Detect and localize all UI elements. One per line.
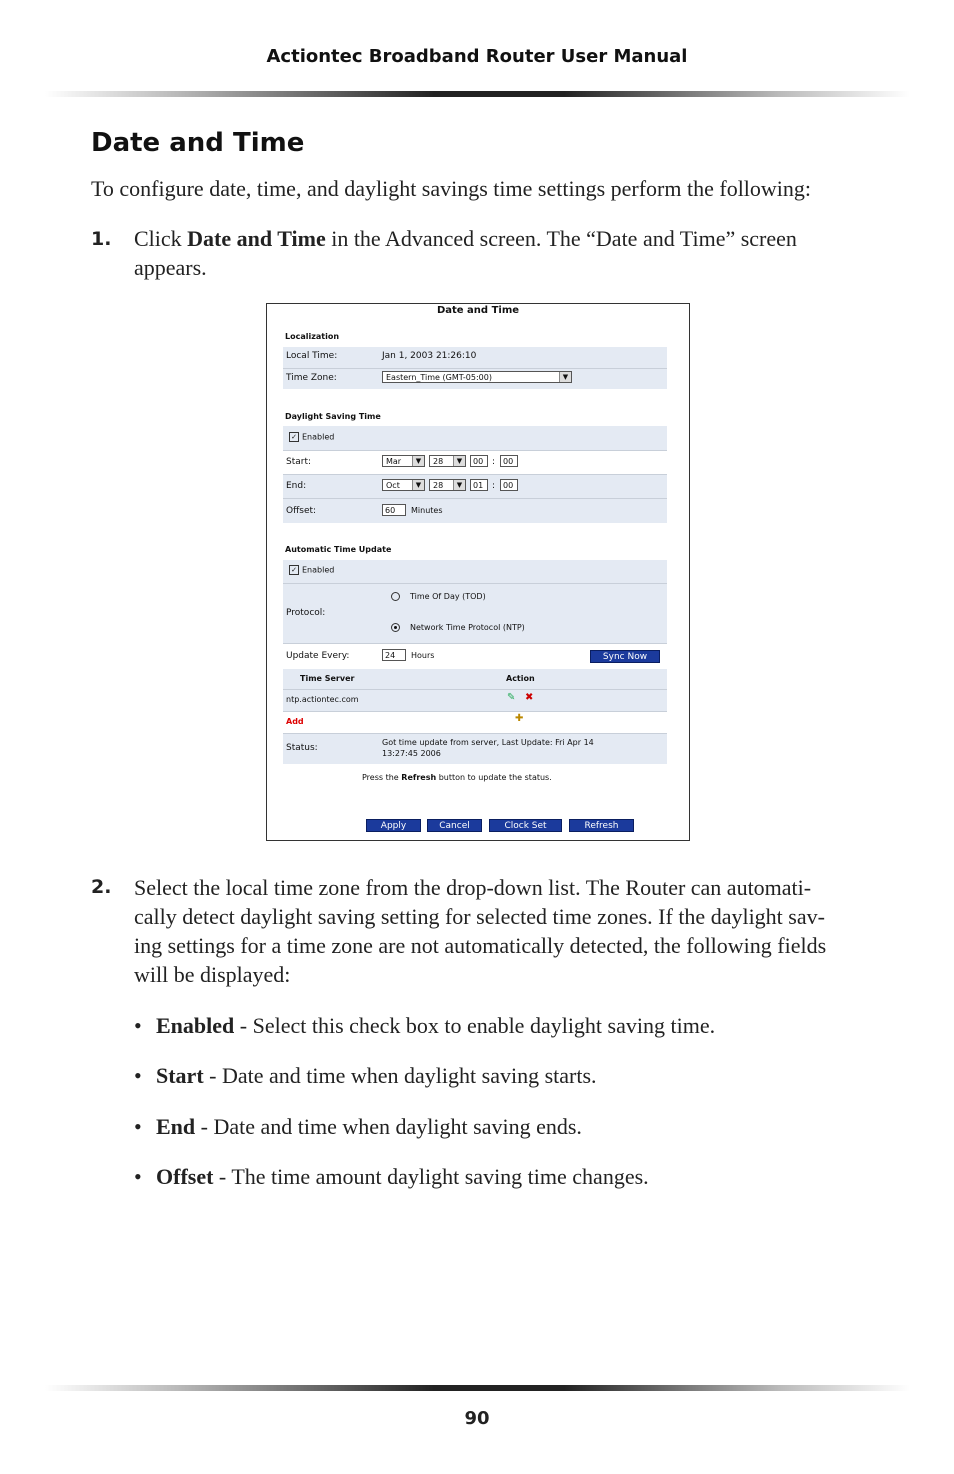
- dst-enabled[interactable]: [289, 432, 334, 442]
- start-minute-input[interactable]: 00: [500, 455, 518, 467]
- row-divider: [283, 583, 667, 584]
- edit-icon[interactable]: ✎: [507, 692, 516, 703]
- row-divider: [283, 689, 667, 690]
- update-every-label: Update Every:: [286, 651, 350, 661]
- start-day-value: 28: [433, 457, 444, 466]
- start-colon: :: [492, 457, 496, 467]
- time-zone-value: Eastern_Time (GMT-05:00): [386, 373, 492, 382]
- local-time-value: Jan 1, 2003 21:26:10: [382, 351, 477, 361]
- update-unit: Hours: [411, 651, 435, 660]
- end-minute-input[interactable]: 00: [500, 479, 518, 491]
- bullet-dot: •: [134, 1013, 142, 1038]
- bullet-term: Offset: [156, 1164, 214, 1189]
- start-hour-input[interactable]: 00: [470, 455, 488, 467]
- bullet-dot: •: [134, 1114, 142, 1139]
- start-day-select[interactable]: [429, 455, 466, 467]
- auto-enabled-label: Enabled: [302, 565, 335, 575]
- bullet-desc: - Date and time when daylight saving starts.: [203, 1063, 597, 1088]
- col-action: Action: [506, 674, 535, 683]
- tod-option[interactable]: [391, 592, 486, 601]
- bullet-desc: - Date and time when daylight saving ends.: [195, 1114, 582, 1139]
- section-title: Date and Time: [91, 128, 305, 158]
- radio-unselected-icon[interactable]: [391, 592, 400, 601]
- bullet-end: [134, 1112, 582, 1141]
- dst-offset-row: [283, 499, 667, 523]
- end-hour-input[interactable]: 01: [470, 479, 488, 491]
- refresh-note-post: button to update the status.: [436, 773, 552, 782]
- row-divider: [283, 733, 667, 734]
- bullet-term: Enabled: [156, 1013, 235, 1038]
- ntp-label: Network Time Protocol (NTP): [410, 623, 525, 632]
- status-line-2: 13:27:45 2006: [382, 749, 441, 758]
- offset-unit: Minutes: [411, 506, 443, 515]
- step-1-bold: Date and Time: [187, 226, 326, 251]
- ntp-option[interactable]: [391, 623, 525, 632]
- screen-title: Date and Time: [436, 305, 520, 316]
- bullet-term: End: [156, 1114, 196, 1139]
- auto-enabled-row: [283, 560, 667, 583]
- checkbox-checked-icon[interactable]: ✓: [289, 432, 299, 442]
- status-label: Status:: [286, 743, 318, 753]
- localization-heading: Localization: [285, 332, 340, 341]
- dst-start-label: Start:: [286, 457, 312, 467]
- bullet-offset: [134, 1162, 649, 1191]
- bullet-dot: •: [134, 1063, 142, 1088]
- delete-icon[interactable]: ✖: [525, 692, 534, 703]
- clock-set-button[interactable]: Clock Set: [489, 819, 562, 832]
- chevron-down-icon: ▼: [412, 480, 424, 490]
- header-rule: [45, 91, 910, 97]
- time-zone-label: Time Zone:: [286, 373, 337, 383]
- chevron-down-icon: ▼: [453, 480, 465, 490]
- col-time-server: Time Server: [300, 674, 355, 683]
- chevron-down-icon: ▼: [559, 372, 571, 382]
- page-number: 90: [464, 1408, 490, 1429]
- dst-heading: Daylight Saving Time: [285, 412, 381, 421]
- row-divider: [283, 711, 667, 712]
- local-time-label: Local Time:: [286, 351, 338, 361]
- bullet-dot: •: [134, 1164, 142, 1189]
- auto-update-heading: Automatic Time Update: [285, 545, 392, 554]
- refresh-note-bold: Refresh: [401, 773, 437, 782]
- status-line-1: Got time update from server, Last Update: Fri Apr 14: [382, 738, 594, 747]
- radio-selected-icon[interactable]: [391, 623, 400, 632]
- step-2-text: [134, 873, 874, 989]
- chevron-down-icon: ▼: [453, 456, 465, 466]
- row-divider: [283, 368, 667, 369]
- start-month-select[interactable]: [382, 455, 425, 467]
- bullet-start: [134, 1061, 597, 1090]
- sync-now-button[interactable]: Sync Now: [590, 650, 660, 663]
- refresh-note: [362, 773, 552, 782]
- step-1-line2: appears.: [134, 255, 207, 280]
- add-icon[interactable]: ✚: [515, 713, 524, 724]
- auto-enabled[interactable]: [289, 565, 334, 575]
- running-header: Actiontec Broadband Router User Manual: [266, 46, 688, 67]
- step-2-line: ing settings for a time zone are not automatically detected, the following fields: [134, 933, 827, 958]
- update-every-input[interactable]: 24: [382, 649, 406, 661]
- step-1-text: [134, 224, 874, 282]
- step-1-pre: Click: [134, 226, 188, 251]
- end-month-select[interactable]: [382, 479, 425, 491]
- row-divider: [283, 474, 667, 475]
- refresh-note-pre: Press the: [362, 773, 402, 782]
- dst-enabled-label: Enabled: [302, 432, 335, 442]
- step-1-number: 1.: [91, 228, 112, 250]
- dst-end-label: End:: [286, 481, 307, 491]
- end-colon: :: [492, 481, 496, 491]
- server-name: ntp.actiontec.com: [286, 695, 359, 704]
- tod-label: Time Of Day (TOD): [410, 592, 486, 601]
- start-month-value: Mar: [386, 457, 402, 466]
- step-2-line: will be displayed:: [134, 962, 291, 987]
- step-1-post: in the Advanced screen. The “Date and Time” screen: [325, 226, 797, 251]
- step-2-number: 2.: [91, 876, 112, 898]
- intro-paragraph: To configure date, time, and daylight savings time settings perform the following:: [91, 176, 812, 201]
- end-day-select[interactable]: [429, 479, 466, 491]
- footer-rule: [45, 1385, 910, 1391]
- bullet-desc: - Select this check box to enable daylight saving time.: [234, 1013, 716, 1038]
- bullet-enabled: [134, 1011, 715, 1040]
- bullet-desc: - The time amount daylight saving time changes.: [213, 1164, 649, 1189]
- date-time-screenshot: [266, 303, 690, 841]
- row-divider: [283, 643, 667, 644]
- time-zone-select[interactable]: [382, 371, 572, 383]
- cancel-button[interactable]: Cancel: [427, 819, 482, 832]
- bullet-term: Start: [156, 1063, 204, 1088]
- dst-enabled-row: [283, 426, 667, 450]
- end-month-value: Oct: [386, 481, 400, 490]
- offset-input[interactable]: 60: [382, 504, 406, 516]
- protocol-label: Protocol:: [286, 608, 326, 618]
- checkbox-checked-icon[interactable]: ✓: [289, 565, 299, 575]
- row-divider: [283, 450, 667, 451]
- add-server-link[interactable]: Add: [286, 717, 304, 726]
- step-2-line: Select the local time zone from the drop-down list. The Router can automati-: [134, 875, 812, 900]
- chevron-down-icon: ▼: [412, 456, 424, 466]
- end-day-value: 28: [433, 481, 444, 490]
- apply-button[interactable]: Apply: [366, 819, 421, 832]
- refresh-button[interactable]: Refresh: [569, 819, 634, 832]
- step-2-line: cally detect daylight saving setting for selected time zones. If the daylight sav-: [134, 904, 825, 929]
- dst-offset-label: Offset:: [286, 506, 317, 516]
